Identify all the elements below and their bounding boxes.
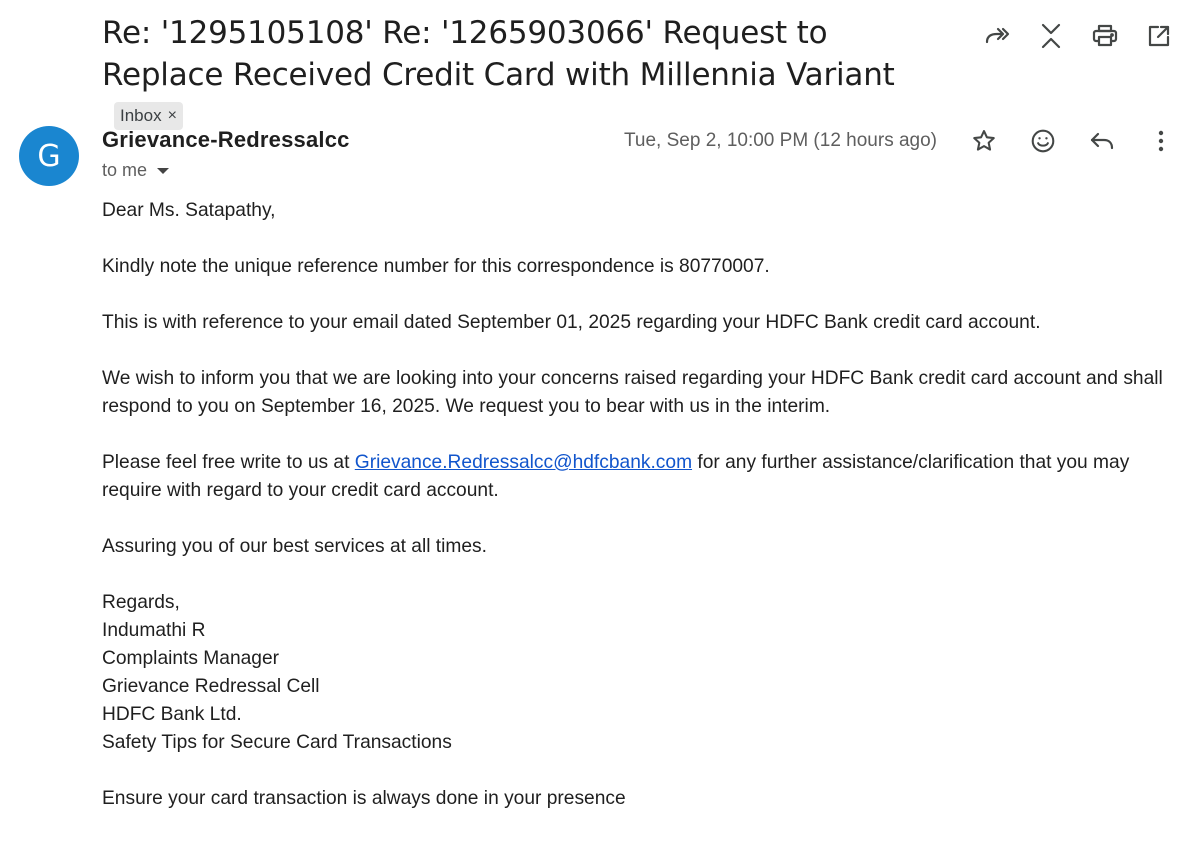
email-body (102, 197, 1182, 841)
forward-all-icon (984, 26, 1010, 46)
safety-tip-1: Ensure your card transaction is always done in your presence (102, 788, 626, 809)
subject-text: Re: '1295105108' Re: '1265903066' Request to Replace Received Credit Card with Millennia Variant (102, 15, 895, 93)
open-in-new-icon (1147, 24, 1171, 48)
reply-button[interactable] (1072, 122, 1131, 160)
body-paragraph-reference: Kindly note the unique reference number for this correspondence is 80770007. (102, 256, 770, 277)
remove-label-icon[interactable]: × (167, 107, 177, 124)
safety-tips-heading: Safety Tips for Secure Card Transactions (102, 732, 452, 753)
contact-text-before: Please feel free write to us at (102, 452, 355, 473)
recipient-text: to me (102, 160, 148, 180)
sender-avatar[interactable]: G (19, 126, 79, 186)
forward-all-button[interactable] (970, 18, 1024, 54)
body-paragraph-contact (102, 449, 1182, 505)
message-timestamp: Tue, Sep 2, 10:00 PM (12 hours ago) (624, 130, 937, 151)
collapse-all-button[interactable] (1024, 18, 1078, 54)
body-paragraph-email-date: This is with reference to your email dated September 01, 2025 regarding your HDFC Bank credit card account. (102, 312, 1041, 333)
signature-company: HDFC Bank Ltd. (102, 704, 242, 725)
reply-icon (1089, 130, 1115, 152)
add-reaction-button[interactable] (1013, 122, 1072, 160)
open-new-window-button[interactable] (1132, 18, 1186, 54)
email-subject (102, 12, 942, 138)
inbox-label-chip[interactable] (114, 102, 183, 130)
message-actions (954, 122, 1190, 160)
inbox-label-text: Inbox (120, 106, 162, 125)
collapse-icon (1040, 22, 1062, 50)
signature-department: Grievance Redressal Cell (102, 676, 320, 697)
body-paragraph-assurance: Assuring you of our best services at all times. (102, 536, 487, 557)
star-button[interactable] (954, 122, 1013, 160)
body-paragraph-response-date: We wish to inform you that we are looking into your concerns raised regarding your HDFC Bank credit card account and shall respond to you on September 16, 2025. We request you to bear with us in the interim. (102, 368, 1163, 417)
signature-name: Indumathi R (102, 620, 206, 641)
greeting: Dear Ms. Satapathy, (102, 200, 276, 221)
more-vert-icon (1157, 129, 1165, 153)
star-icon (971, 128, 997, 154)
print-button[interactable] (1078, 18, 1132, 54)
signature-title: Complaints Manager (102, 648, 280, 669)
contact-text-after: for any further assistance/clarification that you may require with regard to your credit card account. (102, 452, 1130, 501)
print-icon (1092, 24, 1118, 48)
sender-name[interactable]: Grievance-Redressalcc (102, 127, 350, 152)
recipient-details-dropdown-icon[interactable] (157, 168, 169, 174)
more-options-button[interactable] (1131, 122, 1190, 160)
emoji-icon (1030, 128, 1056, 154)
signature-regards: Regards, (102, 592, 180, 613)
signature-block (102, 589, 1182, 757)
recipient-line (102, 160, 169, 181)
contact-email-link[interactable]: Grievance.Redressalcc@hdfcbank.com (354, 452, 693, 473)
thread-actions (970, 18, 1186, 54)
